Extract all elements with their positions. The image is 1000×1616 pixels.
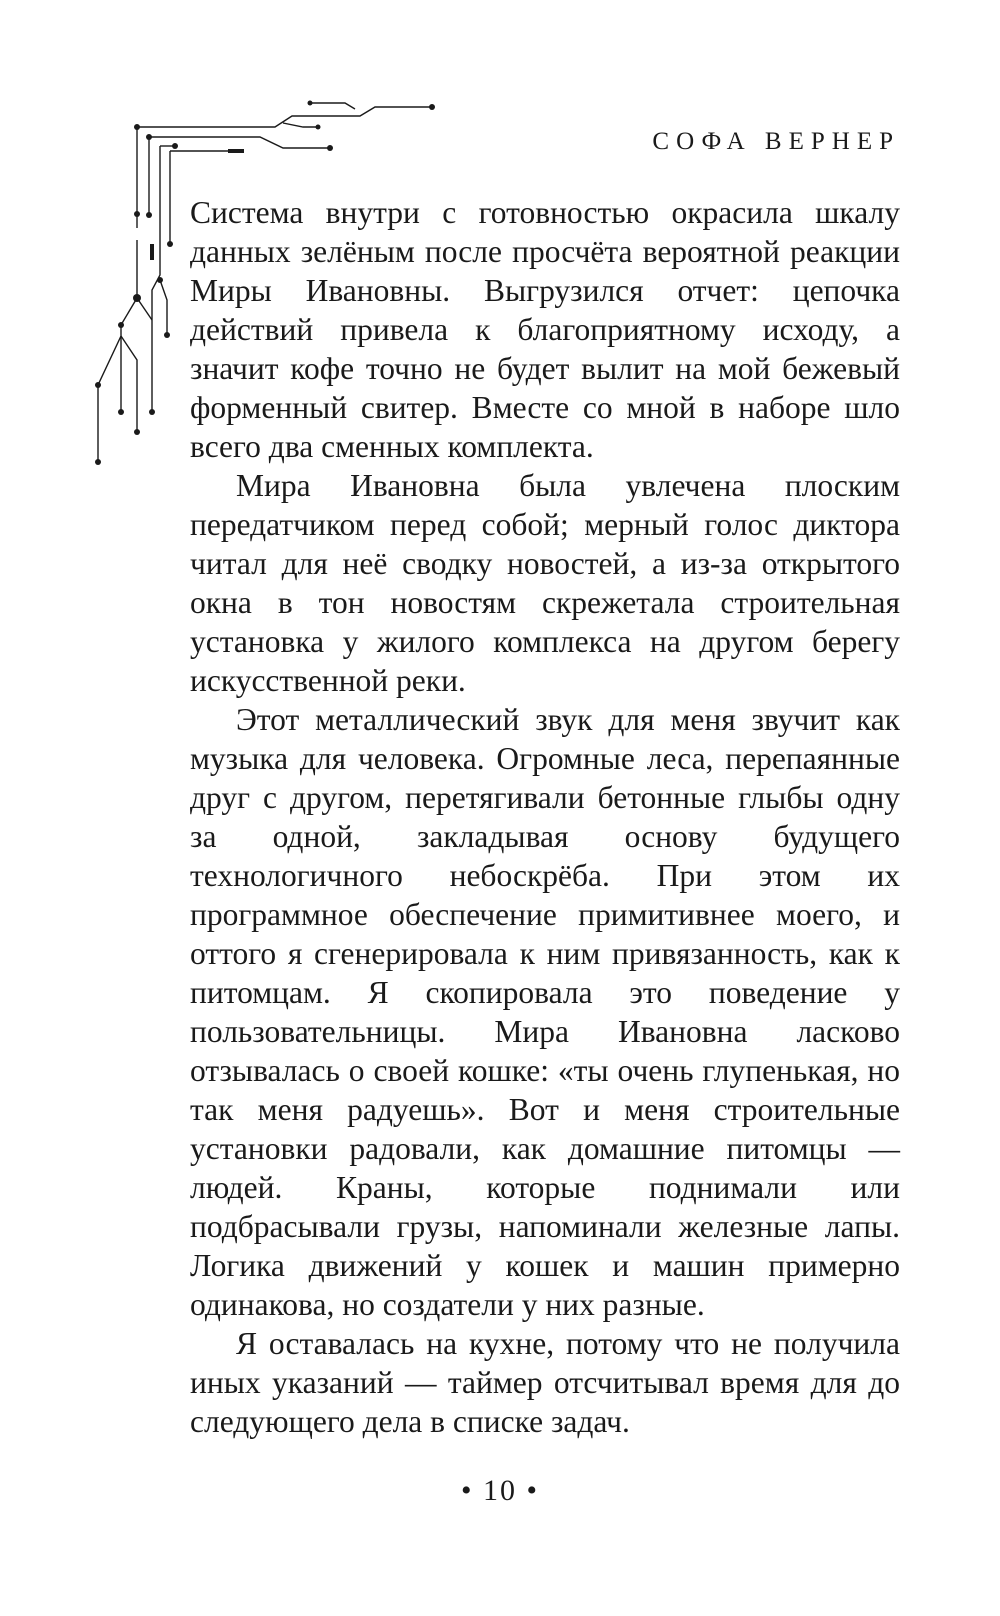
body-text	[190, 193, 900, 1441]
paragraph: Мира Ивановна была увлечена плоским передатчиком перед собой; мерный голос диктора читал для неё сводку новостей, а из-за открытого окна в тон новостям скрежетала строительная установка у жилого комплекса на другом берегу искусственной реки.	[190, 468, 900, 698]
paragraph: Система внутри с готовностью окрасила шкалу данных зелёным после просчёта вероятной реакции Миры Ивановны. Выгрузился отчет: цепочка действий привела к благоприятному исходу, а значит кофе точно не будет вылит на мой бежевый форменный свитер. Вместе со мной в наборе шло всего два сменных комплекта.	[190, 195, 900, 464]
paragraph: Этот металлический звук для меня звучит как музыка для человека. Огромные леса, перепаянные друг с другом, перетягивали бетонные глыбы одну за одной, закладывая основу будущего технологичного небоскрёба. При этом их программное обеспечение примитивнее моего, и оттого я сгенерировала к ним привязанность, как к питомцам. Я скопировала это поведение у пользовательницы. Мира Ивановна ласково отзывалась о своей кошке: «ты очень глупенькая, но так меня радуешь». Вот и меня строительные установки радовали, как домашние питомцы — людей. Краны, которые поднимали или подбрасывали грузы, напоминали железные лапы. Логика движений у кошек и машин примерно одинакова, но создатели у них разные.	[190, 702, 900, 1322]
paragraph: Я оставалась на кухне, потому что не получила иных указаний — таймер отсчитывал время для до следующего дела в списке задач.	[190, 1326, 900, 1439]
running-head: СОФА ВЕРНЕР	[652, 128, 900, 155]
page-number: • 10 •	[460, 1474, 539, 1507]
